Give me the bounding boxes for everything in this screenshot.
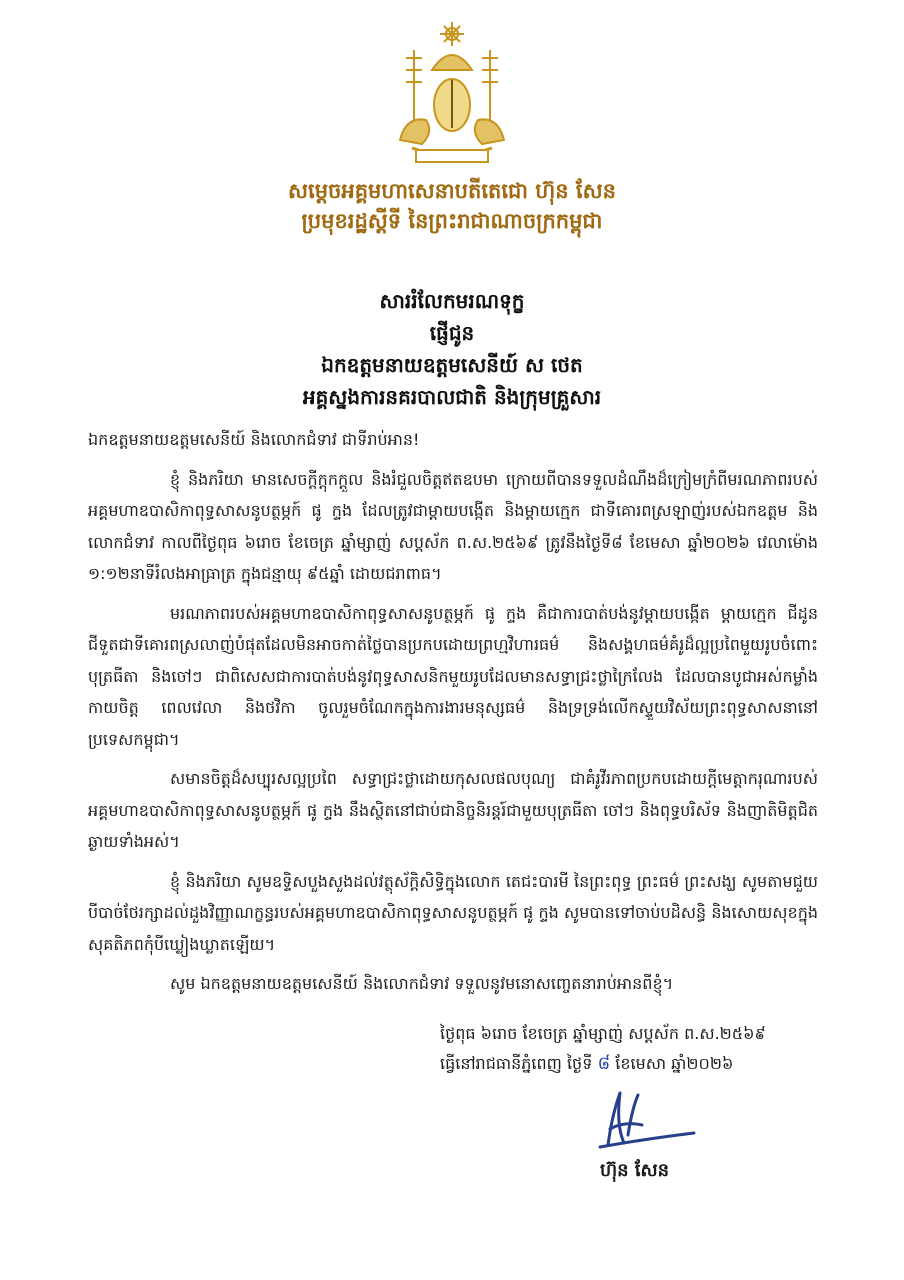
letter-recipient-label: ផ្ញើជូន xyxy=(429,321,475,345)
letter-title: សាររំលែកមរណទុក្ខ xyxy=(379,289,525,313)
greeting: ឯកឧត្តមនាយឧត្តមសេនីយ៍ និងលោកជំទាវ ជាទីរាប់អាន! xyxy=(88,430,420,449)
recipient-title: អគ្គស្នងការនគរបាលជាតិ និងក្រុមគ្រួសារ xyxy=(302,385,602,409)
royal-coat-of-arms-icon xyxy=(392,20,512,170)
paragraph: ខ្ញុំ និងភរិយា មានសេចក្ដីក្ដុកក្ដួល និងរំជួលចិត្តឥតឧបមា ក្រោយពីបានទទួលដំណឹងដ៏ក្រៀមក្រំពីមរណភាពរបស់អគ្គមហាឧបាសិកាពុទ្ធសាសនូបត្ថម្ភក៍ ផូ ក្ទង ដែលត្រូវជាម្ដាយបង្កើត និងម្ដាយក្មេក ជាទីគោរពស្រឡាញ់របស់ឯកឧត្តម និងលោកជំទាវ កាលពីថ្ងៃពុធ ៦រោច ខែចេត្រ ឆ្នាំម្សាញ់ សប្តស័ក ព.ស.២៥៦៩ ត្រូវនឹងថ្ងៃទី៨ ខែមេសា ឆ្នាំ២០២៦ វេលាម៉ោង ១:១២នាទីរំលងអាធ្រាត្រ ក្នុងជន្មាយុ ៩៥ឆ្នាំ ដោយជរាពាធ។ xyxy=(88,469,818,583)
paragraph: ខ្ញុំ និងភរិយា សូមឧទ្ទិសបួងសួងដល់វត្ថុស័ក្តិសិទ្ធិក្នុងលោក តេជះបារមី នៃព្រះពុទ្ធ ព្រះធម៌ ព្រះសង្ឃ សូមតាមជួយបីបាច់ថែរក្សាដល់ដួងវិញ្ញាណក្ខន្ធរបស់អគ្គមហាឧបាសិកាពុទ្ធសាសនូបត្ថម្ភក៍ ផូ ក្ទង សូមបានទៅចាប់បដិសន្ធិ និងសោយសុខក្នុងសុគតិភពកុំបីឃ្លៀងឃ្លាតឡើយ។ xyxy=(88,871,818,954)
day-number: ៨ xyxy=(597,1053,611,1074)
lunar-date: ថ្ងៃពុធ ៦រោច ខែចេត្រ ឆ្នាំម្សាញ់ សប្តស័ក ព.ស.២៥៦៩ xyxy=(440,1024,766,1043)
place-date xyxy=(440,1048,860,1079)
paragraph: សូម ឯកឧត្តមនាយឧត្តមសេនីយ៍ និងលោកជំទាវ ទទួលនូវមនោសញ្ចេតនារាប់អានពីខ្ញុំ។ xyxy=(170,974,674,993)
paragraph: មរណភាពរបស់អគ្គមហាឧបាសិកាពុទ្ធសាសនូបត្ថម្ភក៍ ផូ ក្ទង គឺជាការបាត់បង់នូវម្ដាយបង្កើត ម្ដាយក្មេក ជីដូន ជីទួតជាទីគោរពស្រលាញ់បំផុតដែលមិនអាចកាត់ថ្លៃបានប្រកបដោយព្រហ្មវិហារធម៌ និងសង្គហធម៌គំរូដ៏ល្អប្រពៃមួយរូបចំពោះបុត្រធីតា និងចៅៗ ជាពិសេសជាការបាត់បង់នូវពុទ្ធសាសនិកមួយរូបដែលមានសទ្ធាជ្រះថ្លាក្រៃលែង ដែលបានបូជាអស់កម្លាំងកាយចិត្ត ពេលវេលា និងថវិកា ចូលរួមចំណែកក្នុងការងារមនុស្សធម៌ និងទ្រទ្រង់លើកស្ទួយវិស័យព្រះពុទ្ធសាសនានៅប្រទេសកម្ពុជា។ xyxy=(88,603,818,749)
paragraph: សមានចិត្តដ៏សប្បុរសល្អប្រពៃ សទ្ធាជ្រះថ្លាដោយកុសលផលបុណ្យ ជាគំរូវីរភាពប្រកបដោយក្ដីមេត្តាករុណារបស់អគ្គមហាឧបាសិកាពុទ្ធសាសនូបត្ថម្ភក៍ ផូ ក្ទង នឹងស្ថិតនៅជាប់ជានិច្ចនិរន្តរ៍ជាមួយបុត្រធីតា ចៅៗ និងពុទ្ធបរិស័ទ និងញាតិមិត្តជិតឆ្ងាយទាំងអស់។ xyxy=(88,769,818,851)
issuer-name: សម្ដេចអគ្គមហាសេនាបតីតេជោ ហ៊ុន សែន xyxy=(288,179,616,203)
place-date-suffix: ខែមេសា ឆ្នាំ២០២៦ xyxy=(615,1054,734,1073)
place-date-prefix: ធ្វើនៅរាជធានីភ្នំពេញ ថ្ងៃទី xyxy=(440,1054,593,1073)
recipient-name: ឯកឧត្តមនាយឧត្តមសេនីយ៍ ស ថេត xyxy=(321,353,583,377)
signer-name: ហ៊ុន សែន xyxy=(600,1160,670,1181)
issuer-title: ប្រមុខរដ្ឋស្ដីទី នៃព្រះរាជាណាចក្រកម្ពុជា xyxy=(301,209,603,233)
letter-body xyxy=(88,424,818,1008)
handwritten-signature-icon xyxy=(590,1085,700,1155)
